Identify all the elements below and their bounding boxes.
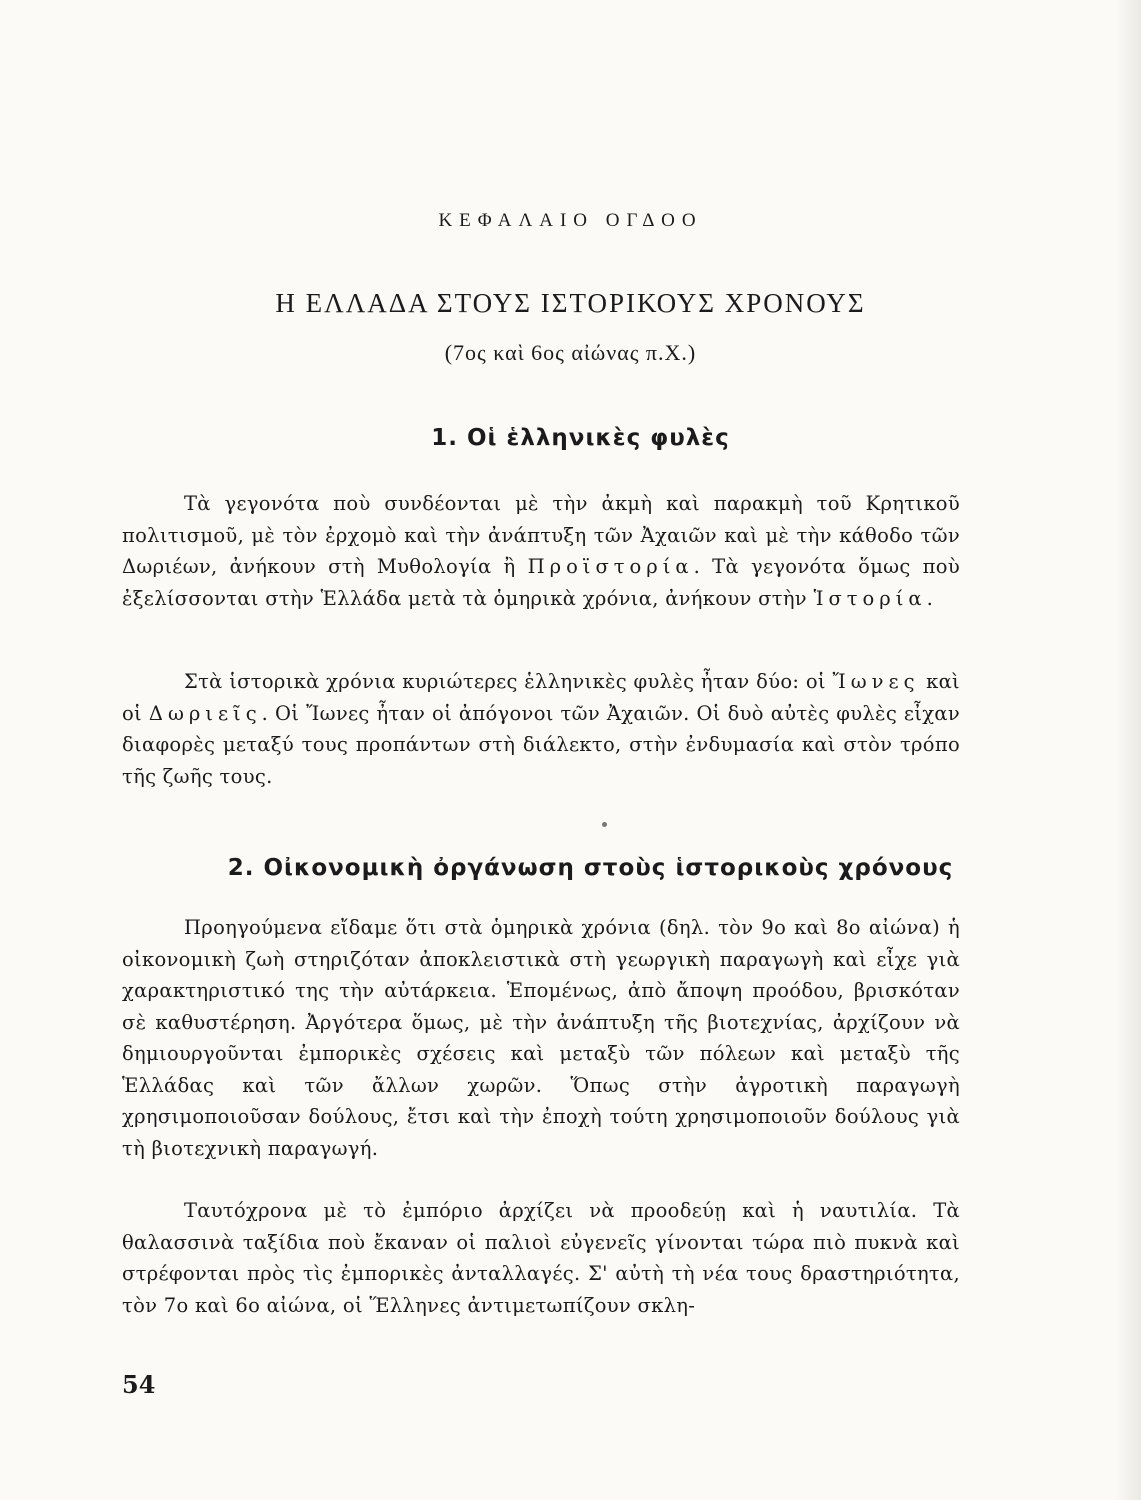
paragraph-3: Προηγούμενα εἴδαμε ὅτι στὰ ὁμηρικὰ χρόνια (δηλ. τὸν 9ο καὶ 8ο αἰώνα) ἡ οἰκονομικὴ ζωὴ στηριζόταν ἀποκλειστικὰ στὴ γεωργικὴ παραγωγὴ καὶ εἶχε γιὰ χαρακτηριστικό της τὴν αὐτάρκεια. Ἑπομένως, ἀπὸ ἄποψη προόδου, βρισκόταν σὲ καθυστέρηση. Ἀργότερα ὅμως, μὲ τὴν ἀνάπτυξη τῆς βιοτεχνίας, ἀρχίζουν νὰ δημιουργοῦνται ἐμπορικὲς σχέσεις καὶ μεταξὺ τῶν πόλεων καὶ μεταξὺ τῆς Ἑλλάδας καὶ τῶν ἄλλων χωρῶν. Ὅπως στὴν ἀγροτικὴ παραγωγὴ χρησιμοποιοῦσαν δούλους, ἔτσι καὶ τὴν ἐποχὴ τούτη χρησιμοποιοῦν δούλους γιὰ τὴ βιοτεχνικὴ παραγωγή. bbox=[122, 916, 960, 1160]
ink-speck bbox=[602, 822, 607, 827]
paragraph-2-text-a: Στὰ ἱστορικὰ χρόνια κυριώτερες ἑλληνικὲς φυλὲς ἦταν δύο: οἱ bbox=[184, 670, 833, 693]
chapter-label: ΚΕΦΑΛΑΙΟ ΟΓΔΟΟ bbox=[438, 210, 703, 231]
paragraph-1-text-e: . bbox=[926, 586, 934, 610]
chapter-title: Η ΕΛΛΑΔΑ ΣΤΟΥΣ ΙΣΤΟΡΙΚΟΥΣ ΧΡΟΝΟΥΣ bbox=[275, 288, 866, 318]
paragraph-2-text-c: καὶ οἱ bbox=[122, 670, 960, 725]
paragraph-2-text-e: . Οἱ Ἴωνες ἦταν οἱ ἀπόγονοι τῶν Ἀχαιῶν. Οἱ δυὸ αὐτὲς φυλὲς εἶχαν διαφορὲς μεταξύ τους προπάντων στὴ διάλεκτο, στὴν ἐνδυμασία καὶ στὸν τρόπο τῆς ζωῆς τους. bbox=[122, 701, 960, 788]
paragraph-1 bbox=[122, 488, 960, 614]
spaced-term-prehistory: Προϊστορία bbox=[527, 555, 694, 578]
spaced-term-history: Ἱστορία bbox=[813, 586, 927, 610]
spaced-term-ionians: Ἴωνες bbox=[832, 670, 920, 693]
page-number: 54 bbox=[122, 1370, 156, 1399]
paragraph-1-text-a: Τὰ γεγονότα ποὺ συνδέονται μὲ τὴν ἀκμὴ καὶ παρακμὴ τοῦ Κρητικοῦ πολιτισμοῦ, μὲ τὸν ἐρχομὸ καὶ τὴν ἀνάπτυξη τῶν Ἀχαιῶν καὶ μὲ τὴν κάθοδο τῶν Δωριέων, ἀνήκουν στὴ Μυθολογία ἢ bbox=[122, 492, 960, 578]
paragraph-4: Ταυτόχρονα μὲ τὸ ἐμπόριο ἀρχίζει νὰ προοδεύῃ καὶ ἡ ναυτιλία. Τὰ θαλασσινὰ ταξίδια ποὺ ἔκαναν οἱ παλιοὶ εὐγενεῖς γίνονται τώρα πιὸ πυκνὰ καὶ στρέφονται πρὸς τὶς ἐμπορικὲς ἀνταλλαγές. Σ' αὐτὴ τὴ νέα τους δραστηριότητα, τὸν 7ο καὶ 6ο αἰώνα, οἱ Ἕλληνες ἀντιμετωπίζουν σκλη- bbox=[122, 1199, 960, 1317]
chapter-subtitle: (7ος καὶ 6ος αἰώνας π.Χ.) bbox=[444, 340, 697, 365]
spaced-term-dorians: Δωριεῖς bbox=[148, 701, 262, 725]
paragraph-2 bbox=[122, 666, 960, 792]
paragraph-1-text-c: . Τὰ γεγονότα ὅμως ποὺ ἐξελίσσονται στὴν Ἑλλάδα μετὰ τὰ ὁμηρικὰ χρόνια, ἀνήκουν στὴν bbox=[122, 555, 960, 610]
section-heading-2: 2. Οἰκονομικὴ ὀργάνωση στοὺς ἱστορικοὺς χρόνους bbox=[227, 855, 954, 881]
section-heading-1: 1. Οἱ ἑλληνικὲς φυλὲς bbox=[431, 425, 730, 451]
